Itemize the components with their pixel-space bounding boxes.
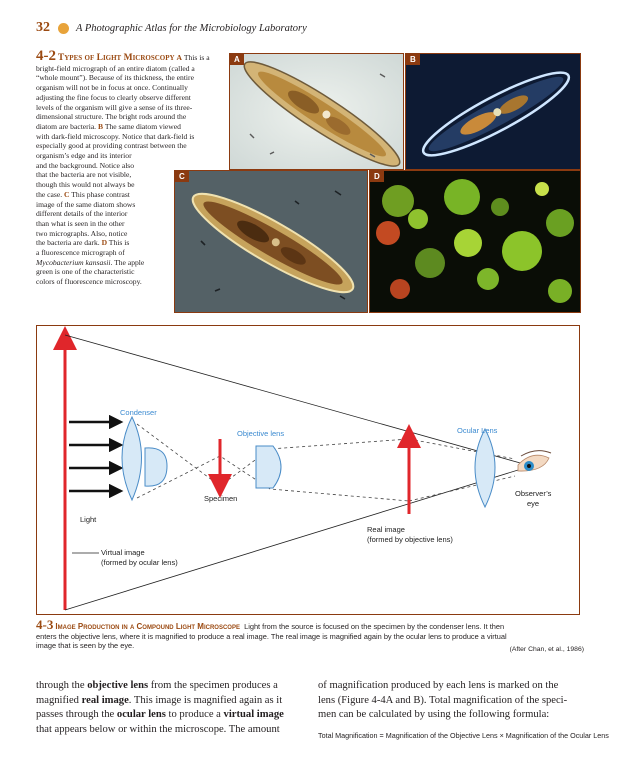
body-line	[36, 679, 306, 694]
objective-lens	[256, 446, 281, 488]
bullet-dot-icon	[58, 23, 69, 34]
text-run: through the	[36, 680, 88, 691]
text-run: . This image is magnified again as it	[128, 694, 283, 706]
text-run: This phase contrast	[69, 189, 130, 199]
text-run: image of the same diatom shows	[36, 199, 136, 209]
text-run: organism will not be in focus at once. Continually	[36, 83, 188, 93]
label-real-image-note: (formed by objective lens)	[367, 535, 453, 544]
page-header	[36, 20, 307, 36]
label-virtual-image: Virtual image	[101, 548, 145, 557]
caption-line	[36, 161, 226, 171]
body-line	[36, 694, 306, 709]
figure-credit: (After Chan, et al., 1986)	[509, 646, 584, 653]
text-run: two micrographs. Also, notice	[36, 228, 128, 238]
body-text-left-column	[36, 679, 306, 737]
caption-line	[36, 141, 226, 151]
caption-line	[36, 122, 226, 132]
label-condenser: Condenser	[120, 408, 157, 417]
figure-title: Types of Light Microscopy	[57, 53, 175, 63]
text-run: bright-field micrograph of an entire diatom (called a	[36, 63, 195, 73]
caption-line	[36, 83, 226, 93]
body-text-right-column	[318, 679, 609, 743]
caption-line	[36, 103, 226, 113]
species-name: Mycobacterium kansasii	[36, 257, 111, 267]
text-run: magnified	[36, 694, 82, 706]
body-line	[318, 694, 588, 709]
text-run: men can be calculated by using the following formula:	[318, 709, 550, 721]
caption-line	[36, 132, 226, 142]
text-run: passes through the	[36, 709, 117, 721]
body-line	[36, 723, 306, 738]
ocular-lens	[475, 429, 495, 507]
text-run: colors of fluorescence microscopy.	[36, 277, 142, 287]
figure-number: 4-2	[36, 48, 56, 64]
micrograph-c-phase-contrast	[174, 170, 368, 313]
body-text-right-paragraph	[318, 679, 588, 723]
text-run: This is a	[183, 53, 210, 62]
running-title: A Photographic Atlas for the Microbiology Laboratory	[76, 22, 307, 34]
key-term: real image	[81, 694, 129, 706]
label-specimen: Specimen	[204, 494, 238, 503]
figure-title: Image Production in a Compound Light Microscope	[55, 622, 240, 631]
figure-4-3-caption	[36, 617, 584, 653]
body-line	[36, 708, 306, 723]
label-real-image: Real image	[367, 525, 405, 534]
panel-letter: D	[101, 238, 108, 248]
panel-label-b: B	[406, 54, 420, 65]
text-run: organism’s edge and its interior	[36, 151, 132, 161]
label-virtual-image-note: (formed by ocular lens)	[101, 558, 178, 567]
text-run: to produce a	[165, 709, 224, 721]
panel-label-c: C	[175, 171, 189, 182]
text-run: though this would not always be	[36, 180, 135, 190]
key-term: virtual image	[223, 709, 284, 721]
caption-line-2: enters the objective lens, where it is magnified to produce a real image. The real image is magnified again by the ocular lens to produce a virtual	[36, 631, 507, 641]
text-run: lens (Figure 4-4A and B). Total magnification of the speci-	[318, 694, 568, 706]
text-run: the bacteria are dark.	[36, 238, 102, 248]
text-run: dimensional structure. The bright rods around the	[36, 112, 187, 122]
text-run: “whole mount”). Because of its thickness, the entire	[36, 73, 194, 83]
text-run: adjusting the fine focus to clearly observe different	[36, 92, 191, 102]
text-run: of magnification produced by each lens is marked on the	[318, 680, 559, 691]
panel-letter: A	[176, 53, 182, 62]
panel-letter: B	[97, 121, 104, 131]
micrograph-b-darkfield	[405, 53, 581, 170]
label-ocular-lens: Ocular Lens	[457, 426, 498, 435]
body-line	[318, 679, 588, 694]
text-run: from the specimen produces a	[148, 680, 278, 691]
label-objective-lens: Objective lens	[237, 429, 285, 438]
key-term: objective lens	[87, 680, 149, 691]
optics-diagram-svg	[37, 326, 578, 613]
micrograph-d-fluorescence	[369, 170, 581, 313]
text-run: that the bacteria are not visible,	[36, 170, 132, 180]
micrograph-a-brightfield	[229, 53, 404, 170]
caption-first-line	[36, 48, 226, 64]
caption-text	[184, 53, 210, 62]
text-run: a fluorescence micrograph of	[36, 248, 125, 258]
panel-label-d: D	[370, 171, 384, 182]
label-eye: eye	[527, 499, 540, 508]
text-run: The same diatom viewed	[103, 121, 181, 131]
text-run: This is	[107, 238, 130, 248]
body-line	[318, 708, 588, 723]
text-run: levels of the organism will give a sense of its three-	[36, 102, 193, 112]
panel-label-a: A	[230, 54, 244, 65]
text-run: especially good at providing contrast between the	[36, 141, 187, 151]
text-run: diatom are bacteria.	[36, 121, 98, 131]
caption-line	[36, 93, 226, 103]
caption-line	[36, 112, 226, 122]
page-number: 32	[36, 20, 50, 35]
text-run: with dark-field microscopy. Notice that dark-field is	[36, 131, 195, 141]
label-light: Light	[80, 515, 97, 524]
text-run: that appears below or within the microscope. The amount	[36, 723, 280, 735]
caption-line	[36, 151, 226, 161]
key-term: ocular lens	[116, 709, 166, 721]
condenser-lens-1	[122, 417, 142, 500]
text-run: green is one of the characteristic	[36, 267, 135, 277]
observer-eye-icon	[518, 451, 551, 471]
compound-microscope-diagram	[36, 325, 580, 615]
label-observers: Observer’s	[515, 489, 552, 498]
text-run: and the background. Notice also	[36, 160, 135, 170]
magnification-formula: Total Magnification = Magnification of the Objective Lens × Magnification of the Ocular Lens	[318, 730, 609, 740]
caption-line-1: Light from the source is focused on the specimen by the condenser lens. It then	[244, 622, 505, 631]
panel-letter: C	[64, 189, 70, 199]
text-run: than what is seen in the other	[36, 218, 125, 228]
text-run: different details of the interior	[36, 209, 128, 219]
text-run: . The apple	[110, 257, 145, 267]
text-run: the case.	[36, 189, 65, 199]
caption-line	[36, 64, 226, 74]
caption-line	[36, 73, 226, 83]
condenser-lens-2	[145, 448, 167, 486]
figure-number: 4-3	[36, 617, 54, 632]
caption-line-3: image that is seen by the eye.	[36, 641, 135, 651]
